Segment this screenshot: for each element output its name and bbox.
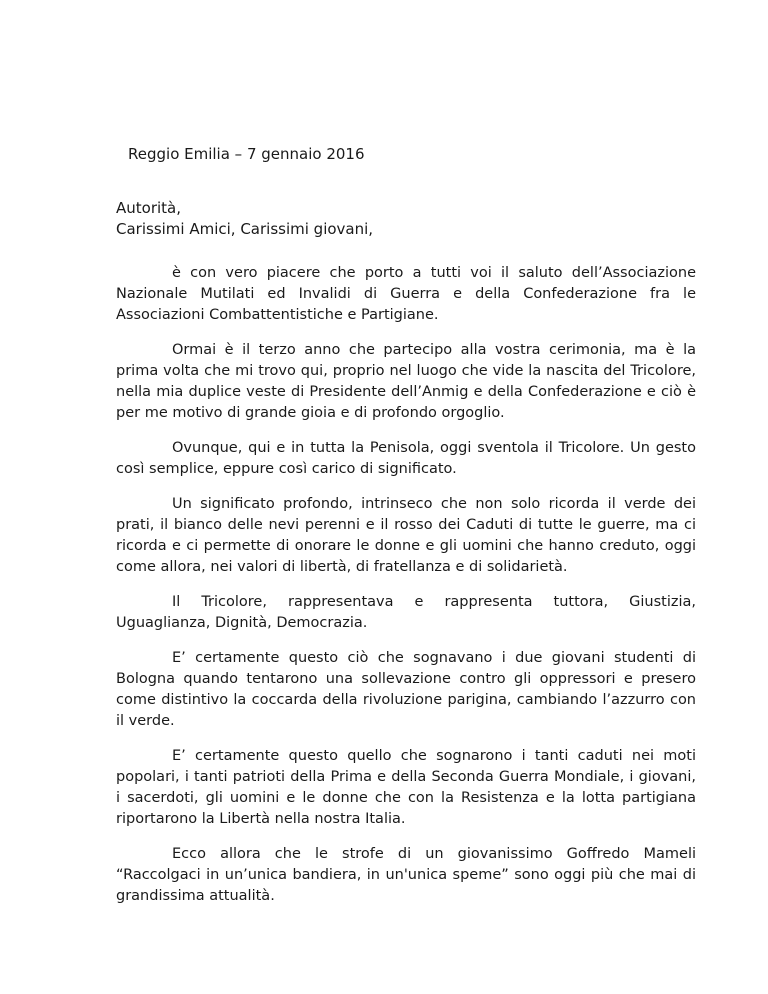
salutation — [116, 198, 373, 240]
paragraph-mameli: Ecco allora che le strofe di un giovanissimo Goffredo Mameli “Raccolgaci in un’unica bandiera, in un'unica speme” sono oggi più che mai di grandissima attualità. — [116, 846, 696, 904]
paragraph-greeting: è con vero piacere che porto a tutti voi il saluto dell’Associazione Nazionale Mutilati ed Invalidi di Guerra e della Confederazione fra le Associazioni Combattentistiche e Partigiane. — [116, 265, 696, 323]
paragraph-ceremony: Ormai è il terzo anno che partecipo alla vostra cerimonia, ma è la prima volta che mi trovo qui, proprio nel luogo che vide la nascita del Tricolore, nella mia duplice veste di Presidente dell’Anmig e della Confederazione e ciò è per me motivo di grande gioia e di profondo orgoglio. — [116, 342, 696, 421]
salutation-line-friends: Carissimi Amici, Carissimi giovani, — [116, 220, 374, 238]
paragraph-bologna: E’ certamente questo ciò che sognavano i due giovani studenti di Bologna quando tentarono una sollevazione contro gli oppressori e presero come distintivo la coccarda della rivoluzione parigina, cambiando l’azzurro con il verde. — [116, 650, 696, 729]
dateline: Reggio Emilia – 7 gennaio 2016 — [128, 145, 365, 163]
letter-body — [116, 263, 696, 921]
salutation-line-authorities: Autorità, — [116, 199, 182, 217]
paragraph-tricolore: Ovunque, qui e in tutta la Penisola, oggi sventola il Tricolore. Un gesto così semplice, eppure così carico di significato. — [116, 440, 696, 477]
paragraph-meaning: Un significato profondo, intrinseco che non solo ricorda il verde dei prati, il bianco delle nevi perenni e il rosso dei Caduti di tutte le guerre, ma ci ricorda e ci permette di onorare le donne e gli uomini che hanno creduto, oggi come allora, nei valori di libertà, di fratellanza e di solidarietà. — [116, 496, 696, 575]
paragraph-fallen: E’ certamente questo quello che sognarono i tanti caduti nei moti popolari, i tanti patrioti della Prima e della Seconda Guerra Mondiale, i giovani, i sacerdoti, gli uomini e le donne che con la Resistenza e la lotta partigiana riportarono la Libertà nella nostra Italia. — [116, 748, 696, 827]
paragraph-values: Il Tricolore, rappresentava e rappresenta tuttora, Giustizia, Uguaglianza, Dignità, Democrazia. — [116, 594, 696, 631]
